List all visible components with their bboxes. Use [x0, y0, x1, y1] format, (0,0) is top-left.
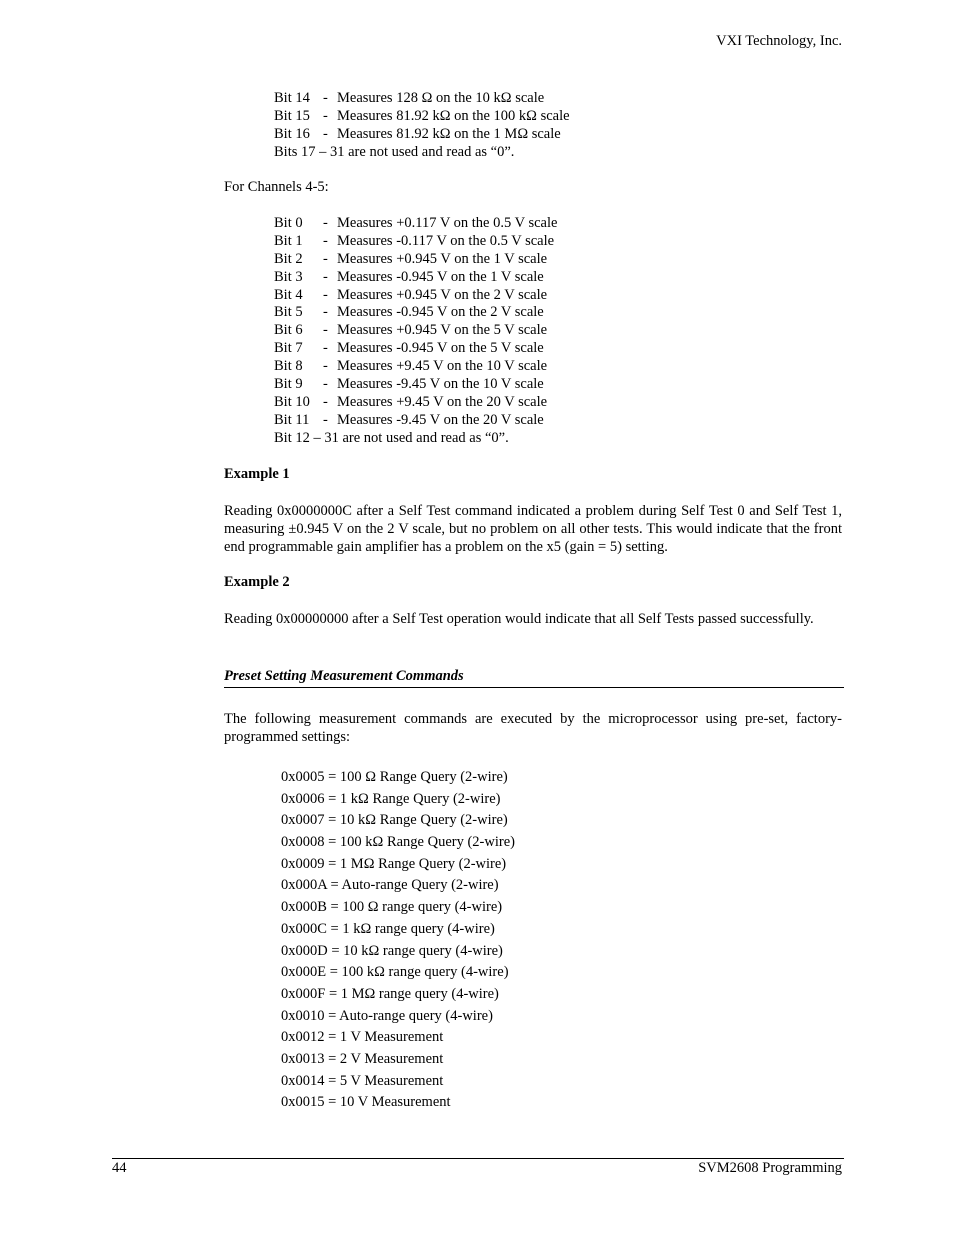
section-intro: The following measurement commands are executed by the microprocessor using pre-set, factory-programmed settings:	[224, 711, 842, 745]
bit-note: Bits 17 – 31 are not used and read as “0”.	[274, 143, 515, 160]
command-item: 0x0006 = 1 kΩ Range Query (2-wire)	[281, 790, 501, 807]
bit-row: Bit 4 - Measures +0.945 V on the 2 V scale	[274, 286, 548, 303]
bit-row: Bit 2 - Measures +0.945 V on the 1 V scale	[274, 250, 548, 267]
bit-row: Bit 6 - Measures +0.945 V on the 5 V scale	[274, 322, 548, 339]
bit-list-channels	[274, 215, 557, 448]
command-item: 0x000D = 10 kΩ range query (4-wire)	[281, 942, 503, 959]
bit-row: Bit 8 - Measures +9.45 V on the 10 V scale	[274, 358, 548, 375]
page-header: VXI Technology, Inc.	[716, 33, 842, 49]
bit-row: Bit 0 - Measures +0.117 V on the 0.5 V scale	[274, 215, 558, 231]
command-item: 0x000C = 1 kΩ range query (4-wire)	[281, 920, 495, 937]
command-item: 0x0009 = 1 MΩ Range Query (2-wire)	[281, 855, 507, 872]
bit-row: Bit 16 - Measures 81.92 kΩ on the 1 MΩ scale	[274, 125, 561, 142]
bit-row: Bit 11 - Measures -9.45 V on the 20 V scale	[274, 411, 544, 428]
example1-title: Example 1	[224, 466, 290, 482]
example1-text: Reading 0x0000000C after a Self Test command indicated a problem during Self Test 0 and Self Test 1, measuring ±0.945 V on the 2 V scale, but no problem on all other tests. This would indicate that the front end programmable gain amplifier has a problem on the x5 (gain = 5) setting.	[224, 503, 842, 555]
command-list	[281, 767, 515, 1114]
bit-row: Bit 9 - Measures -9.45 V on the 10 V scale	[274, 376, 544, 393]
command-item: 0x0007 = 10 kΩ Range Query (2-wire)	[281, 812, 508, 829]
example2-title: Example 2	[224, 574, 290, 590]
command-item: 0x0015 = 10 V Measurement	[281, 1094, 451, 1111]
bit-row: Bit 1 - Measures -0.117 V on the 0.5 V scale	[274, 232, 555, 249]
bit-row: Bit 15 - Measures 81.92 kΩ on the 100 kΩ scale	[274, 107, 570, 124]
example2-text: Reading 0x00000000 after a Self Test operation would indicate that all Self Tests passed successfully.	[224, 611, 814, 627]
bit-row: Bit 10 - Measures +9.45 V on the 20 V scale	[274, 393, 548, 410]
command-item: 0x0008 = 100 kΩ Range Query (2-wire)	[281, 834, 515, 851]
command-item: 0x000B = 100 Ω range query (4-wire)	[281, 899, 503, 916]
command-item: 0x0010 = Auto-range query (4-wire)	[281, 1007, 493, 1024]
command-item: 0x0014 = 5 V Measurement	[281, 1072, 444, 1089]
command-item: 0x000A = Auto-range Query (2-wire)	[281, 877, 499, 894]
bit-row: Bit 5 - Measures -0.945 V on the 2 V scale	[274, 304, 544, 321]
bit-row: Bit 14 - Measures 128 Ω on the 10 kΩ scale	[274, 90, 545, 106]
footer-divider	[112, 1158, 844, 1159]
footer-title: SVM2608 Programming	[698, 1160, 842, 1176]
section-heading: Preset Setting Measurement Commands	[224, 668, 844, 688]
command-item: 0x000F = 1 MΩ range query (4-wire)	[281, 985, 499, 1002]
bit-row: Bit 7 - Measures -0.945 V on the 5 V scale	[274, 340, 544, 357]
command-item: 0x000E = 100 kΩ range query (4-wire)	[281, 964, 509, 981]
bit-row: Bit 3 - Measures -0.945 V on the 1 V scale	[274, 268, 544, 285]
command-item: 0x0012 = 1 V Measurement	[281, 1029, 444, 1046]
command-item: 0x0013 = 2 V Measurement	[281, 1050, 444, 1067]
command-item: 0x0005 = 100 Ω Range Query (2-wire)	[281, 769, 508, 785]
page-number: 44	[112, 1160, 127, 1176]
channels-label: For Channels 4-5:	[224, 179, 329, 195]
bit-list-top	[274, 90, 570, 162]
bit-note: Bit 12 – 31 are not used and read as “0”.	[274, 429, 509, 446]
